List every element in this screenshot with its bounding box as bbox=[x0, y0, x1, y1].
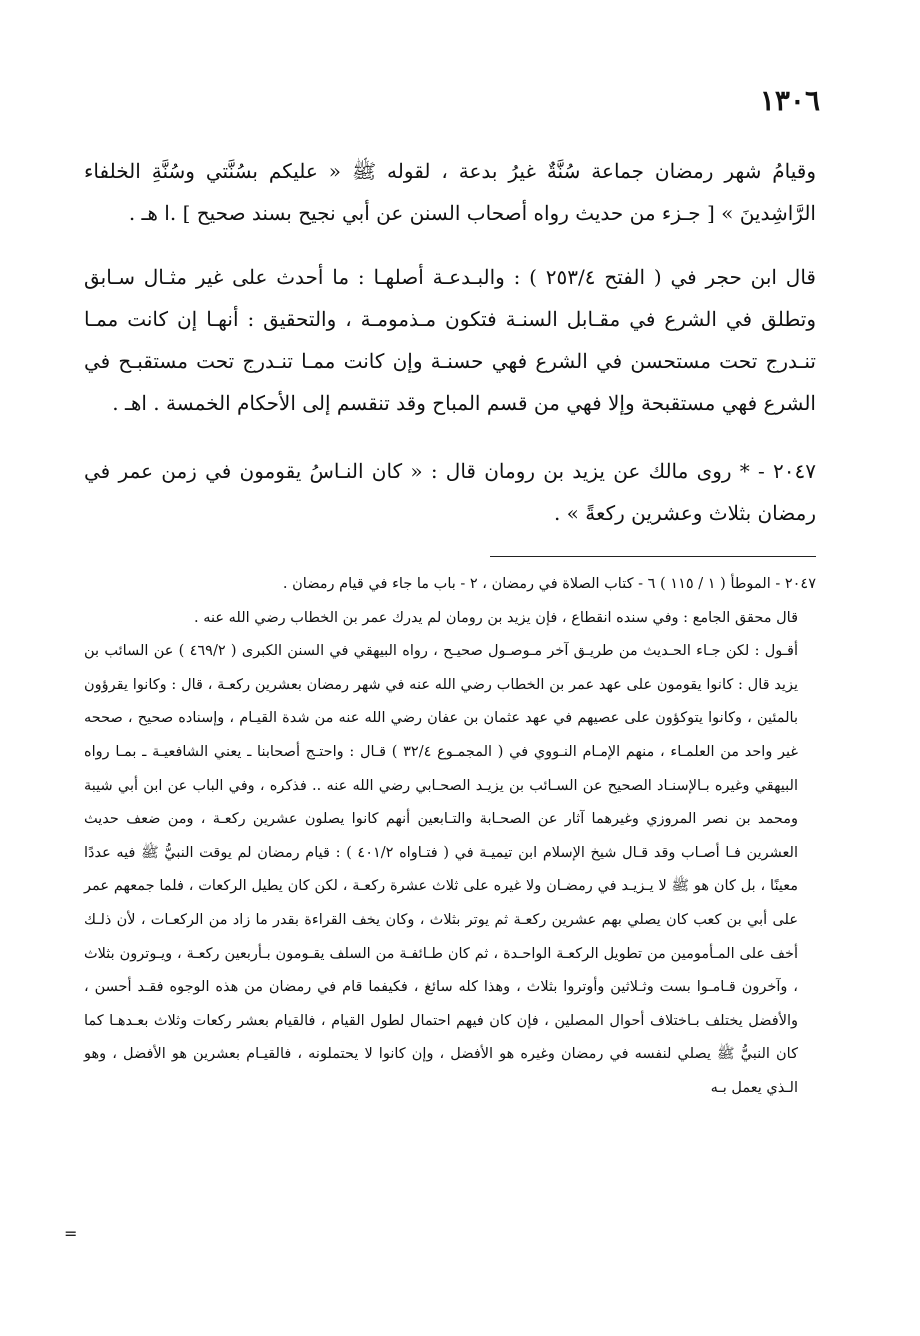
paragraph-text: وقيامُ شهر رمضان جماعة سُنَّةٌ غيرُ بدعة ، لقوله ﷺ « عليكم بسُنَّتي وسُنَّةِ الخلفاء الرَّاشِدينَ » [ جـزء من حديث رواه أصحاب السنن عن أبي نجيح بسند صحيح ] .ا هـ . bbox=[84, 159, 816, 225]
footnotes-section bbox=[84, 568, 816, 1106]
paragraph-ibn-hajar bbox=[84, 256, 816, 424]
paragraph-hadith-2047 bbox=[84, 450, 816, 534]
continuation-mark: = bbox=[64, 1224, 78, 1243]
page-number: ١٣٠٦ bbox=[759, 84, 820, 117]
footnote-editor-note: قال محقق الجامع : وفي سنده انقطاع ، فإن يزيد بن رومان لم يدرك عمر بن الخطاب رضي الله عنه . bbox=[194, 609, 798, 626]
paragraph-text: ٢٠٤٧ - * روى مالك عن يزيد بن رومان قال : « كان النـاسُ يقومون في زمن عمر في رمضان بثلاث وعشرين ركعةً » . bbox=[84, 459, 816, 525]
footnote-commentary: أقـول : لكن جـاء الحـديث من طريـق آخر مـوصـول صحيـح ، رواه البيهقي في السنن الكبرى ( ٤٦٩/٢ ) عن السائب بن يزيد قال : كانوا يقومون على عهد عمر بن الخطاب رضي الله عنه في شهر رمضان بعشرين ركعـة ، قال : وكانوا يقرؤون بالمئين ، وكانوا يتوكؤون على عصيهم في عهد عثمان بن عفان رضي الله عنه من شدة القيـام ، وإسناده صحيح ، صححه غير واحد من العلمـاء ، منهم الإمـام النـووي في ( المجمـوع ٣٢/٤ ) قـال : واحتـج أصحابنا ـ يعني الشافعيـة ـ بمـا رواه البيهقي وغيره بـالإسنـاد الصحيح عن السـائب بن يزيـد الصحـابي رضي الله عنه .. فذكره ، وفي الباب عن ابن أبي شيبة ومحمد بن نصر المروزي وغيرهما آثار عن الصحـابة والتـابعين أنهم كانوا يصلون عشرين ركعـة ، ومن ضعف حديث العشرين فـا أصـاب وقد قـال شيخ الإسلام ابن تيميـة في ( فتـاواه ٤٠١/٢ ) : قيام رمضان لم يوقت النبيُّ ﷺ فيه عددًا معينًا ، بل كان هو ﷺ لا يـزيـد في رمضـان ولا غيره على ثلاث عشرة ركعـة ، لكن كان يطيل الركعات ، فلما جمعهم عمر على أبي بن كعب كان يصلي بهم عشرين ركعـة ثم يوتر بثلاث ، وكان يخف القراءة بقدر ما زاد من الركعـات ، لأن ذلـك أخف على المـأمومين من تطويل الركعـة الواحـدة ، ثم كان طـائفـة من السلف يقـومون بـأربعين ركعـة ، ويـوترون بثلاث ، وآخرون قـامـوا بست وثـلاثين وأوتروا بثلاث ، وهذا كله سائغ ، فكيفما قام في رمضان من هذه الوجوه فقـد أحسن ، والأفضل يختلف بـاختلاف أحوال المصلين ، فإن كان فيهم احتمال لطول القيام ، فالقيام بعشر ركعات وثلاث بعـدهـا كما كان النبيُّ ﷺ يصلي لنفسه في رمضان وغيره هو الأفضل ، وإن كانوا لا يحتملونه ، فالقيـام بعشرين هو الأفضل ، وهو الـذي يعمل بـه bbox=[84, 643, 798, 1096]
footnote-source: ٢٠٤٧ - الموطأ ( ١ / ١١٥ ) ٦ - كتاب الصلاة في رمضان ، ٢ - باب ما جاء في قيام رمضان . bbox=[282, 576, 816, 592]
paragraph-text: قال ابن حجر في ( الفتح ٢٥٣/٤ ) : والبـدعـة أصلهـا : ما أحدث على غير مثـال سـابق وتطلق في الشرع في مقـابل السنـة فتكون مـذمومـة ، والتحقيق : أنهـا إن كانت ممـا تنـدرج تحت مستحسن في الشرع فهي حسنـة وإن كانت ممـا تنـدرج تحت مستقبـح في الشرع فهي مستقبحة وإلا فهي من قسم المباح وقد تنقسم إلى الأحكام الخمسة . اهـ . bbox=[84, 265, 816, 415]
footnote-divider bbox=[490, 556, 816, 557]
paragraph-ramadan-sunnah bbox=[84, 150, 816, 234]
